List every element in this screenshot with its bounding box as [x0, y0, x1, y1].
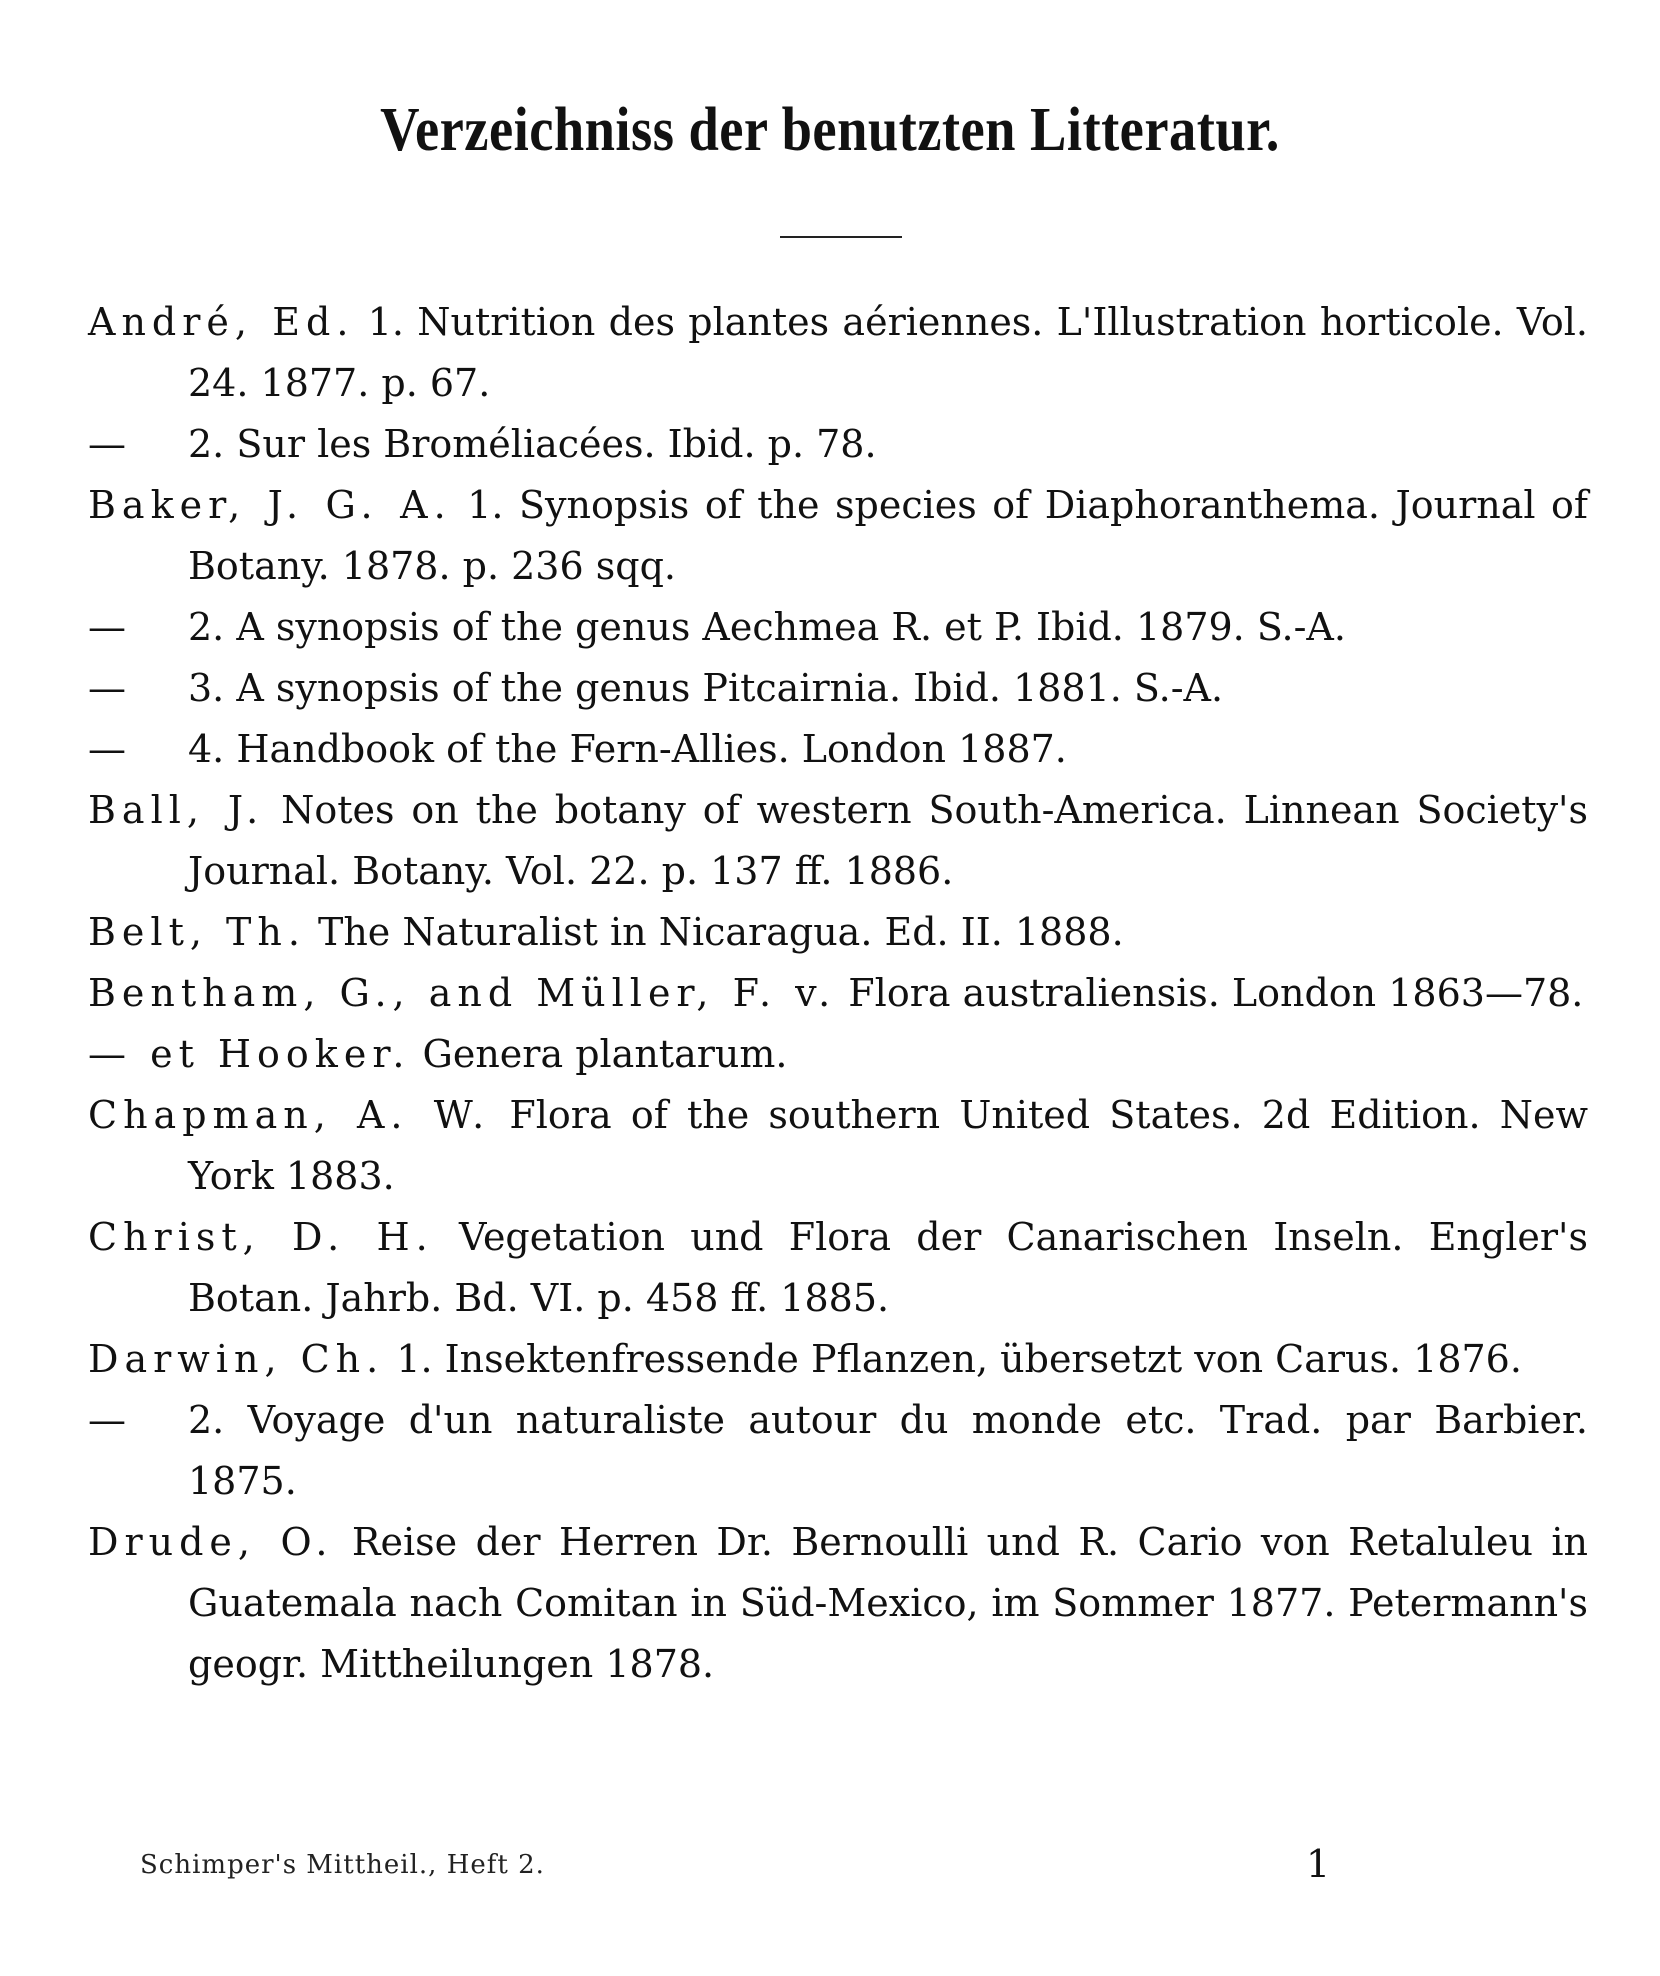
entry-text: 3. A synopsis of the genus Pitcairnia. Ibid. 1881. S.-A. [188, 666, 1224, 710]
entry-text: Flora australiensis. London 1863—78. [836, 971, 1584, 1015]
bibliography-entry [88, 963, 1588, 1024]
signature-mark: Schimper's Mittheil., Heft 2. [140, 1850, 545, 1880]
bibliography-entry [88, 780, 1588, 902]
bibliography-entry [88, 1024, 1588, 1085]
entry-dash: — [88, 1398, 126, 1442]
entry-author: Belt, Th. [88, 910, 306, 954]
entry-text: 1. Insektenfressende Pflanzen, übersetzt von Carus. 1876. [384, 1337, 1522, 1381]
entry-author: Drude, O. [88, 1520, 334, 1564]
entry-author: Bentham, G., and Müller, F. v. [88, 971, 837, 1015]
entry-text: 4. Handbook of the Fern-Allies. London 1887. [188, 727, 1067, 771]
bibliography-entry [88, 1085, 1588, 1207]
bibliography-entry [88, 292, 1588, 414]
bibliography-entry [88, 658, 1588, 719]
bibliography-entry [88, 1329, 1588, 1390]
entry-author: Chapman, A. W. [88, 1093, 491, 1137]
bibliography-entry [88, 719, 1588, 780]
bibliography-entry [88, 1207, 1588, 1329]
entry-dash: — [88, 727, 126, 771]
bibliography-entry [88, 902, 1588, 963]
entry-dash: — [88, 422, 126, 466]
entry-dash: — [88, 605, 126, 649]
entry-text: Vegetation und Flora der Canarischen Inseln. Engler's Botan. Jahrb. Bd. VI. p. 458 ff. 1885. [188, 1215, 1588, 1320]
page-title: Verzeichniss der benutzten Litteratur. [380, 96, 1280, 164]
entry-text: Reise der Herren Dr. Bernoulli und R. Cario von Retaluleu in Guatemala nach Comitan in Süd-Mexico, im Sommer 1877. Petermann's geogr. Mittheilungen 1878. [188, 1520, 1588, 1686]
entry-text: Notes on the botany of western South-America. Linnean Society's Journal. Botany. Vol. 22. p. 137 ff. 1886. [188, 788, 1588, 893]
entry-author: André, Ed. [88, 300, 355, 344]
page-number: 1 [1306, 1842, 1331, 1886]
entry-text: Genera plantarum. [410, 1032, 788, 1076]
bibliography-list [88, 292, 1588, 1695]
entry-text: 2. A synopsis of the genus Aechmea R. et P. Ibid. 1879. S.-A. [188, 605, 1346, 649]
entry-author: Christ, D. H. [88, 1215, 434, 1259]
bibliography-entry [88, 475, 1588, 597]
entry-dash: — [88, 666, 126, 710]
entry-text: 2. Sur les Broméliacées. Ibid. p. 78. [188, 422, 877, 466]
entry-author: — et Hooker. [88, 1032, 411, 1076]
bibliography-entry [88, 1390, 1588, 1512]
bibliography-entry [88, 1512, 1588, 1695]
entry-text: 1. Nutrition des plantes aériennes. L'Illustration horticole. Vol. 24. 1877. p. 67. [188, 300, 1588, 405]
entry-author: Darwin, Ch. [88, 1337, 385, 1381]
entry-author: Ball, J. [88, 788, 265, 832]
entry-author: Baker, J. G. A. [88, 483, 452, 527]
entry-text: The Naturalist in Nicaragua. Ed. II. 1888. [305, 910, 1124, 954]
entry-text: Flora of the southern United States. 2d Edition. New York 1883. [188, 1093, 1589, 1198]
bibliography-entry [88, 597, 1588, 658]
entry-text: 2. Voyage d'un naturaliste autour du monde etc. Trad. par Barbier. 1875. [188, 1398, 1588, 1503]
bibliography-entry [88, 414, 1588, 475]
entry-text: 1. Synopsis of the species of Diaphoranthema. Journal of Botany. 1878. p. 236 sqq. [188, 483, 1588, 588]
title-rule [780, 236, 902, 238]
